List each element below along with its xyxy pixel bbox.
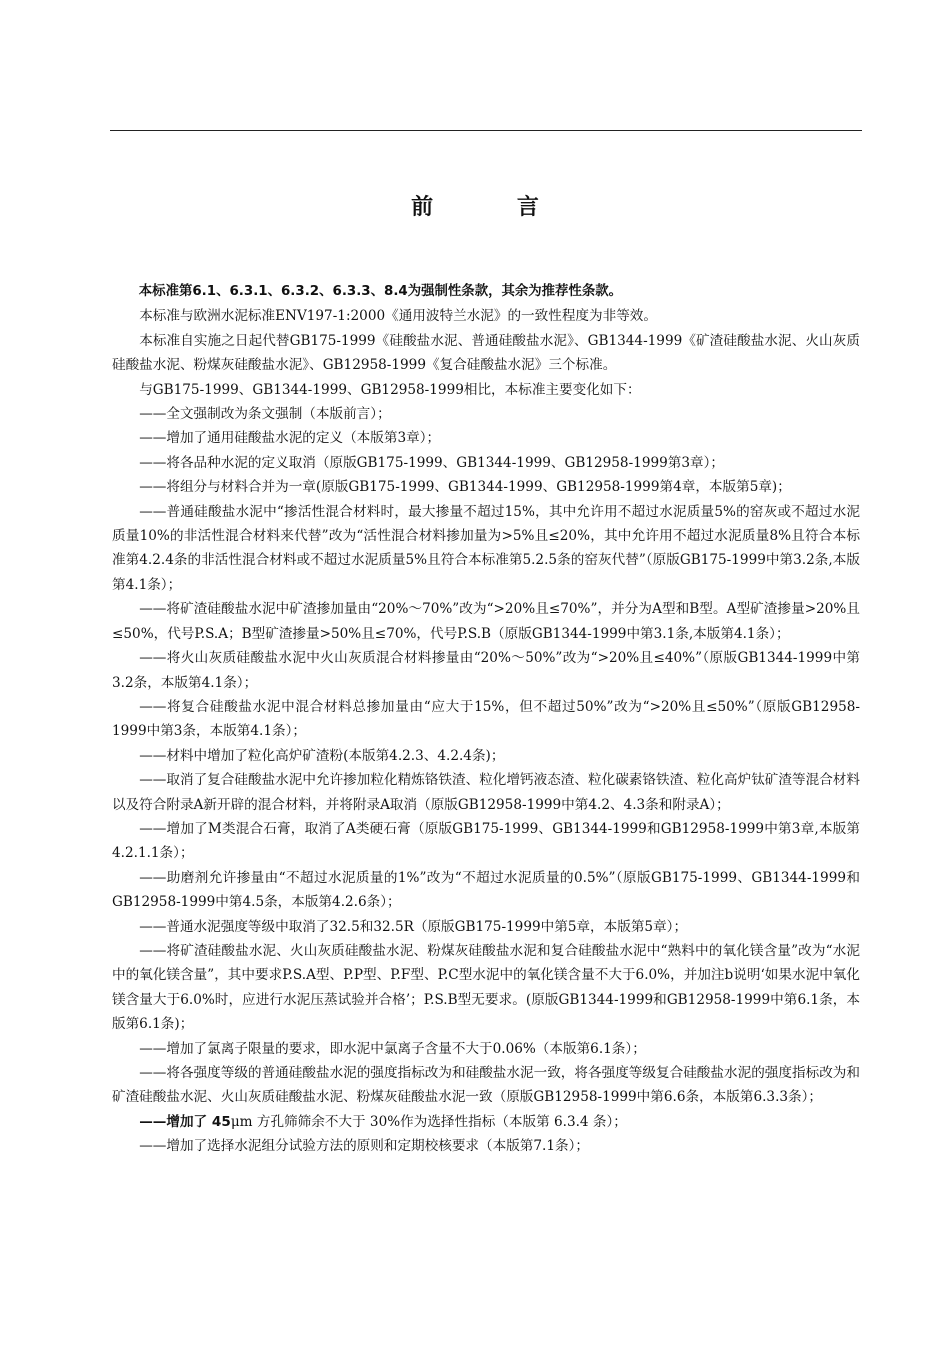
- paragraph: 与GB175-1999、GB1344-1999、GB12958-1999相比，本标准主要变化如下：: [139, 381, 641, 398]
- change-item: ——将各强度等级的普通硅酸盐水泥的强度指标改为和硅酸盐水泥一致，将各强度等级复合硅酸盐水泥的强度指标改为和矿渣硅酸盐水泥、火山灰质硅酸盐水泥、粉煤灰硅酸盐水泥一致（原版GB12958-1999中第6.6条，本版第6.3.3条）；: [112, 1065, 860, 1106]
- change-item: ——取消了复合硅酸盐水泥中允许掺加粒化精炼铬铁渣、粒化增钙液态渣、粒化碳素铬铁渣、粒化高炉钛矿渣等混合材料以及符合附录A新开辟的混合材料，并将附录A取消（原版GB12958-1999中第4.2、4.3条和附录A）；: [112, 772, 860, 813]
- change-item: ——将矿渣硅酸盐水泥中矿渣掺加量由“20%～70%”改为“>20%且≤70%”，并分为A型和B型。A型矿渣掺量>20%且≤50%，代号P.S.A；B型矿渣掺量>50%且≤70%，代号P.S.B（原版GB1344-1999中第3.1条,本版第4.1条）；: [112, 601, 860, 642]
- mandatory-clauses-statement: 本标准第6.1、6.3.1、6.3.2、6.3.3、8.4为强制性条款，其余为推荐性条款。: [138, 284, 622, 299]
- change-item: ——普通水泥强度等级中取消了32.5和32.5R（原版GB175-1999中第5章，本版第5章）；: [139, 918, 688, 935]
- change-item: ——材料中增加了粒化高炉矿渣粉(本版第4.2.3、4.2.4条)；: [139, 747, 505, 764]
- paragraph: 本标准与欧洲水泥标准ENV197-1:2000《通用波特兰水泥》的一致性程度为非等效。: [139, 308, 657, 325]
- paragraph: 本标准自实施之日起代替GB175-1999《硅酸盐水泥、普通硅酸盐水泥》、GB1344-1999《矿渣硅酸盐水泥、火山灰质硅酸盐水泥、粉煤灰硅酸盐水泥》、GB12958-1999《复合硅酸盐水泥》三个标准。: [112, 332, 860, 374]
- change-item: ——将组分与材料合并为一章(原版GB175-1999、GB1344-1999、GB12958-1999第4章，本版第5章)；: [139, 479, 791, 496]
- change-item: ——助磨剂允许掺量由“不超过水泥质量的1%”改为“不超过水泥质量的0.5%”（原版GB175-1999、GB1344-1999和GB12958-1999中第4.5条，本版第4.2.6条）；: [112, 869, 860, 911]
- change-item: ——普通硅酸盐水泥中“掺活性混合材料时，最大掺量不超过15%，其中允许用不超过水泥质量5%的窑灰或不超过水泥质量10%的非活性混合材料来代替”改为“活性混合材料掺加量为>5%且≤20%，其中允许用不超过水泥质量8%且符合本标准第4.2.4条的非活性混合材料或不超过水泥质量5%且符合本标准第5.2.5条的窑灰代替”（原版GB175-1999中第3.2条,本版第4.1条）；: [112, 503, 860, 593]
- change-item: ——全文强制改为条文强制（本版前言）；: [139, 406, 391, 423]
- page-title: 前 言: [411, 195, 577, 220]
- change-item: ——增加了M类混合石膏，取消了A类硬石膏（原版GB175-1999、GB1344-1999和GB12958-1999中第3章,本版第4.2.1.1条）；: [112, 820, 860, 862]
- change-item: ——增加了选择水泥组分试验方法的原则和定期校核要求（本版第7.1条）；: [139, 1138, 590, 1155]
- change-item: ——将各品种水泥的定义取消（原版GB175-1999、GB1344-1999、GB12958-1999第3章）；: [139, 454, 724, 471]
- change-item: ——增加了氯离子限量的要求，即水泥中氯离子含量不大于0.06%（本版第6.1条）；: [139, 1040, 646, 1057]
- sieve-item-prefix: ——增加了 45: [139, 1113, 231, 1130]
- change-item: ——增加了通用硅酸盐水泥的定义（本版第3章）；: [139, 430, 441, 447]
- change-item: ——将复合硅酸盐水泥中混合材料总掺加量由“应大于15%，但不超过50%”改为“>20%且≤50%”（原版GB12958-1999中第3条，本版第4.1条）；: [112, 698, 860, 740]
- change-item: ——将火山灰质硅酸盐水泥中火山灰质混合材料掺量由“20%～50%”改为“>20%且≤40%”（原版GB1344-1999中第3.2条，本版第4.1条）；: [112, 650, 860, 691]
- change-item: ——将矿渣硅酸盐水泥、火山灰质硅酸盐水泥、粉煤灰硅酸盐水泥和复合硅酸盐水泥中“熟料中的氧化镁含量”改为“水泥中的氧化镁含量”，其中要求P.S.A型、P.P型、P.F型、P.C型水泥中的氧化镁含量不大于6.0%，并加注b说明‘如果水泥中氧化镁含量大于6.0%时，应进行水泥压蒸试验并合格’；P.S.B型无要求。(原版GB1344-1999和GB12958-1999中第6.1条，本版第6.1条)；: [112, 942, 860, 1033]
- foreword-body: [112, 280, 860, 1159]
- header-rule: [110, 130, 862, 131]
- change-item-sieve: [112, 1110, 860, 1134]
- sieve-item-rest: μm 方孔筛筛余不大于 30%作为选择性指标（本版第 6.3.4 条）；: [230, 1113, 627, 1130]
